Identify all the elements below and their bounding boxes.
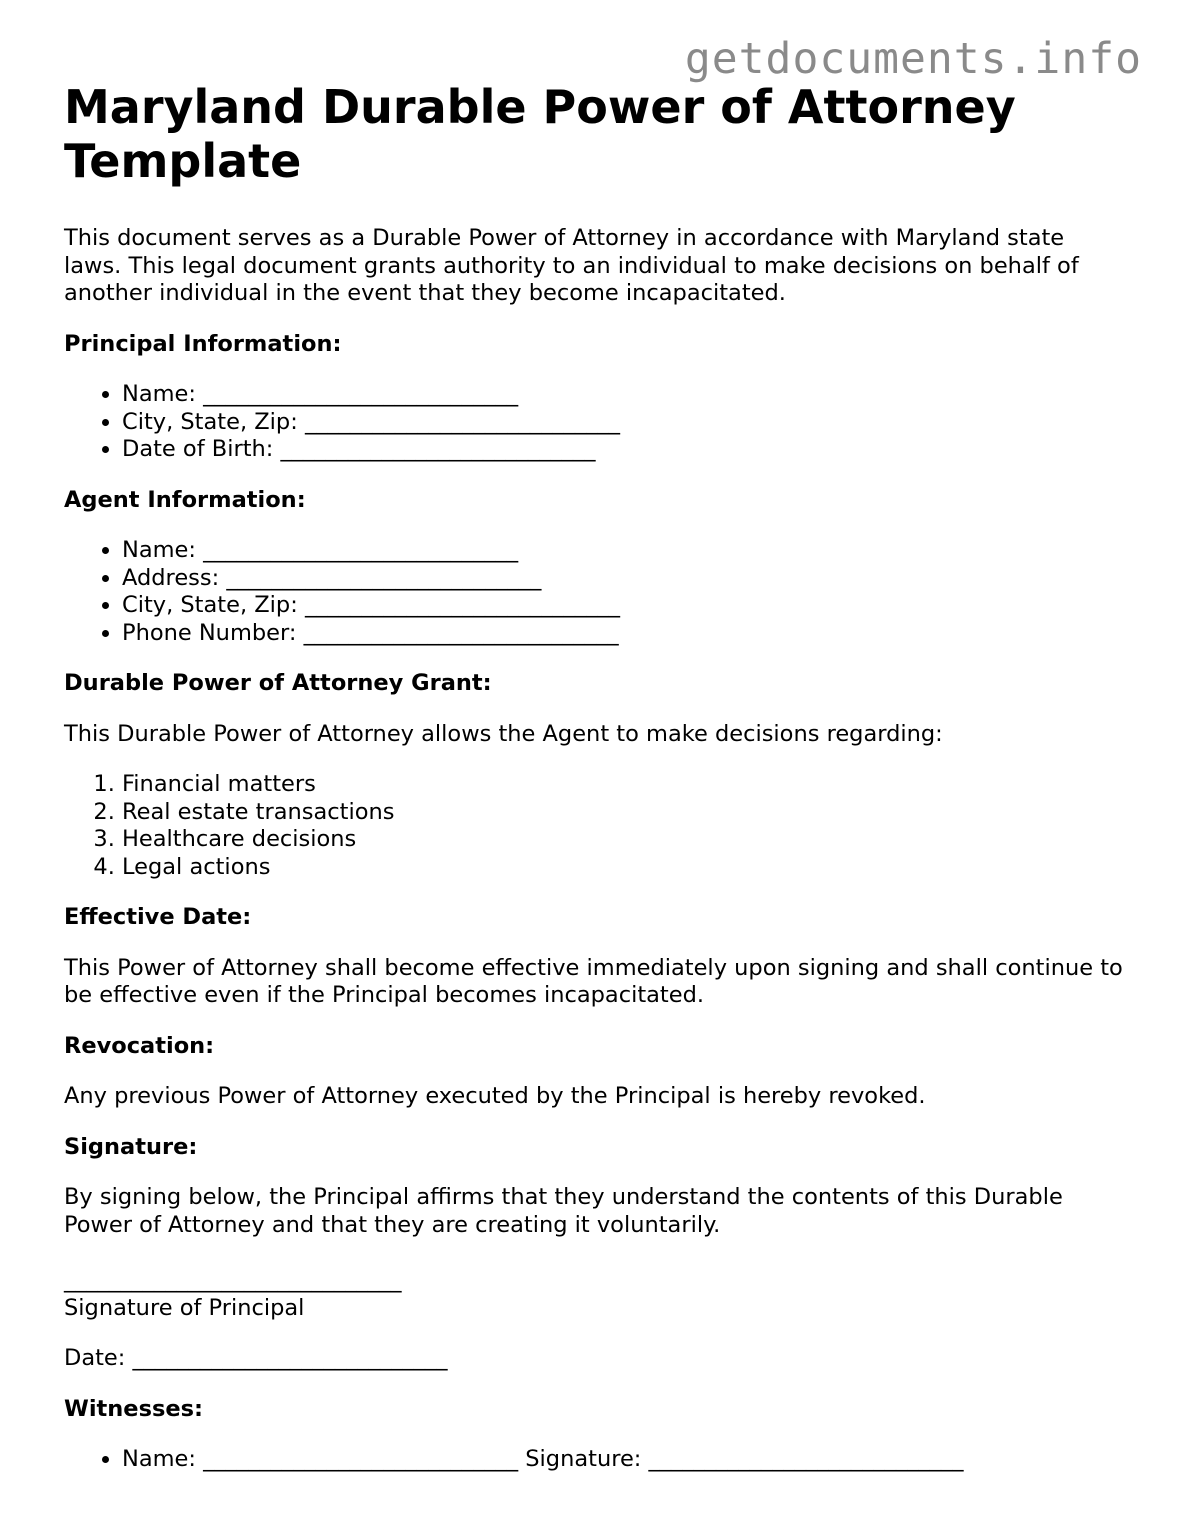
watermark: getdocuments.info (684, 34, 1142, 84)
witnesses-list (64, 1446, 1124, 1474)
effective-heading: Effective Date: (64, 904, 252, 930)
grant-item: 1. Financial matters (122, 771, 1124, 799)
agent-address-field: • Address: ____________________________ (122, 565, 1124, 593)
principal-city-field: • City, State, Zip: ____________________________ (122, 409, 1124, 437)
grant-paragraph: This Durable Power of Attorney allows the Agent to make decisions regarding: (64, 720, 943, 747)
agent-name-field: • Name: ____________________________ (122, 537, 1124, 565)
signature-line: ______________________________ (64, 1267, 402, 1293)
agent-city-field: • City, State, Zip: ____________________________ (122, 592, 1124, 620)
signature-heading: Signature: (64, 1133, 198, 1160)
intro-paragraph: This document serves as a Durable Power of Attorney in accordance with Maryland state laws. This legal document grants authority to an individual to make decisions on behalf of another individual in the event that they become incapacitated. (64, 225, 1079, 306)
signature-label: Signature of Principal (64, 1294, 305, 1321)
signature-block (64, 1267, 1124, 1322)
page-title: Maryland Durable Power of Attorney Template (64, 80, 1016, 188)
document-page (64, 80, 1124, 1497)
grant-item: 3. Healthcare decisions (122, 826, 1124, 854)
agent-fields (64, 537, 1124, 647)
grant-item: 2. Real estate transactions (122, 799, 1124, 827)
revocation-paragraph: Any previous Power of Attorney executed by the Principal is hereby revoked. (64, 1083, 926, 1109)
witnesses-heading: Witnesses: (64, 1395, 203, 1422)
grant-heading: Durable Power of Attorney Grant: (64, 670, 492, 696)
principal-name-field: • Name: ____________________________ (122, 381, 1124, 409)
principal-dob-field: • Date of Birth: ____________________________ (122, 436, 1124, 464)
grant-item: 4. Legal actions (122, 854, 1124, 882)
date-field: Date: ____________________________ (64, 1345, 448, 1371)
principal-heading: Principal Information: (64, 330, 342, 357)
agent-phone-field: • Phone Number: ____________________________ (122, 620, 1124, 648)
witness-field: • Name: ____________________________ Signature: ____________________________ (122, 1446, 1124, 1474)
revocation-heading: Revocation: (64, 1032, 215, 1059)
principal-fields (64, 381, 1124, 464)
effective-paragraph: This Power of Attorney shall become effective immediately upon signing and shall continue to be effective even if the Principal becomes incapacitated. (64, 954, 1123, 1008)
agent-heading: Agent Information: (64, 486, 306, 513)
grant-list (64, 771, 1124, 881)
signature-paragraph: By signing below, the Principal affirms that they understand the contents of this Durable Power of Attorney and that they are creating it voluntarily. (64, 1184, 1063, 1238)
